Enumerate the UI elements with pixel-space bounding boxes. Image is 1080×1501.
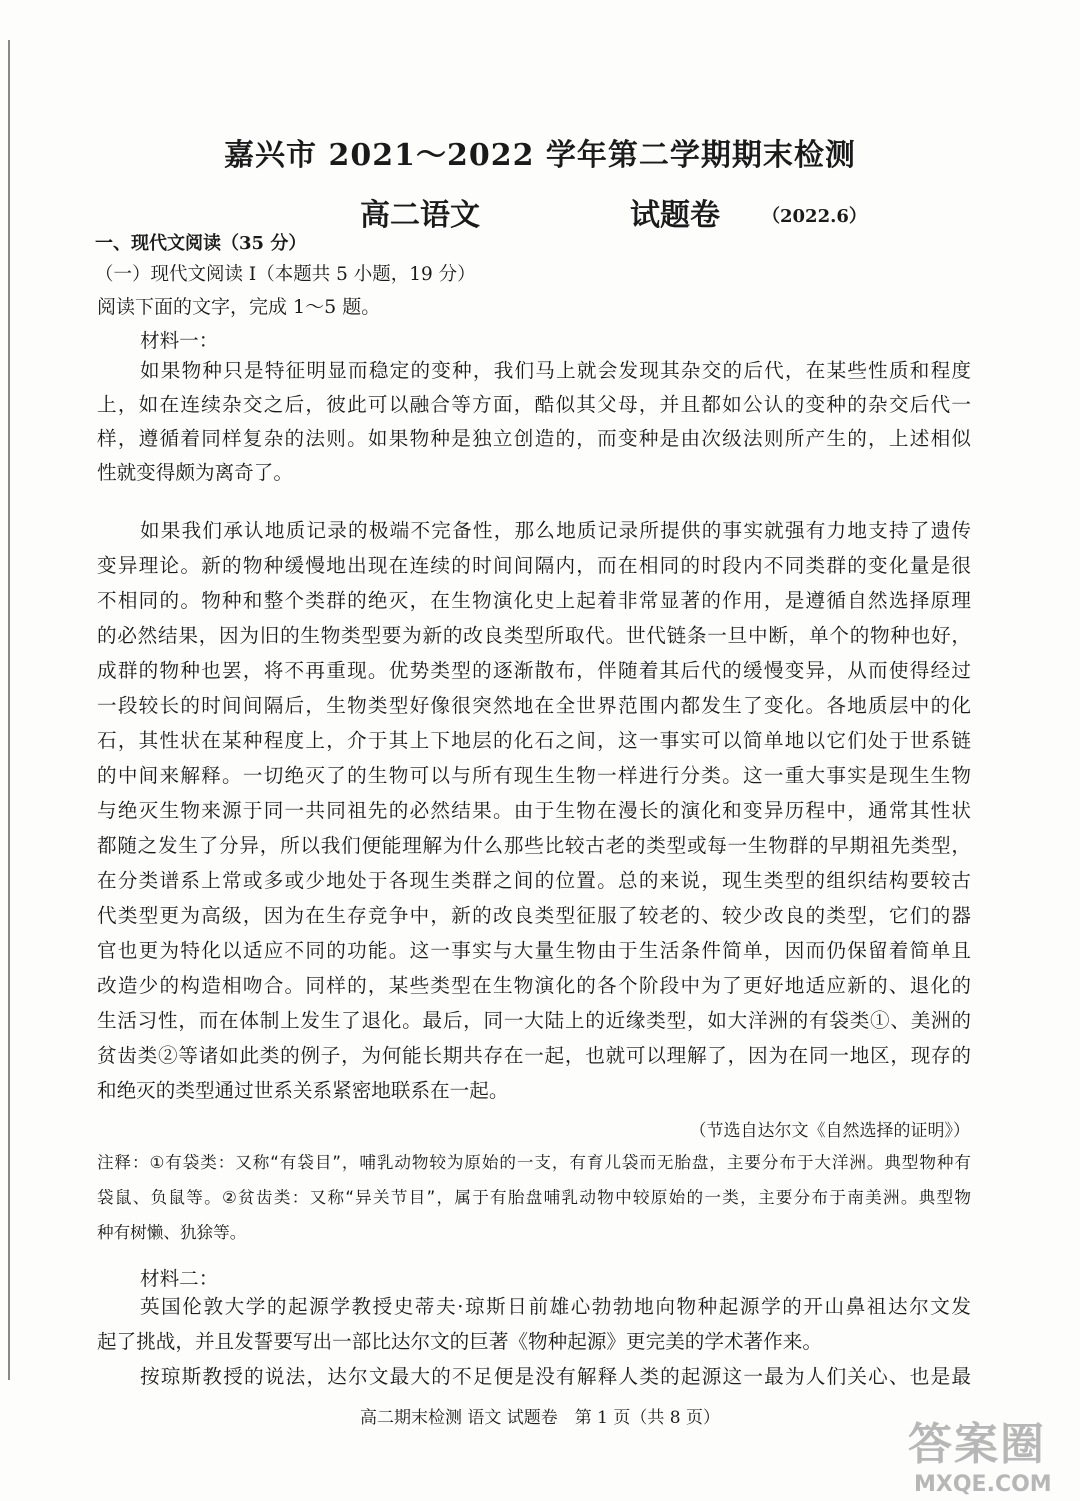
scan-edge-line (8, 40, 10, 1380)
source-citation: （节选自达尔文《自然选择的证明》） (689, 1121, 970, 1141)
material1-p2-line: 的必然结果，因为旧的生物类型要为新的改良类型所取代。世代链条一旦中断，单个的物种也好， (97, 624, 971, 647)
subject-label: 高二语文 (360, 198, 480, 233)
material1-p2-line: 官也更为特化以适应不同的功能。这一事实与大量生物由于生活条件简单，因而仍保留着简单且 (97, 939, 971, 962)
material1-p2-line: 的中间来解释。一切绝灭了的生物可以与所有现生生物一样进行分类。这一重大事实是现生生物 (97, 764, 971, 787)
watermark-logo (908, 1408, 1068, 1497)
material1-p2-line: 一段较长的时间间隔后，生物类型好像很突然地在全世界范围内都发生了变化。各地质层中的化 (97, 694, 971, 717)
annotation-line: 袋鼠、负鼠等。②贫齿类：又称“异关节目”，属于有胎盘哺乳动物中较原始的一类，主要分布于南美洲。典型物 (97, 1188, 971, 1207)
material1-p2-line: 与绝灭生物来源于同一共同祖先的必然结果。由于生物在漫长的演化和变异历程中，通常其性状 (97, 799, 971, 822)
material1-p2-line: 在分类谱系上常或多或少地处于各现生类群之间的位置。总的来说，现生类型的组织结构要较古 (97, 869, 971, 892)
material1-p1-line: 上，如在连续杂交之后，彼此可以融合等方面，酷似其父母，并且都如公认的变种的杂交后代一 (97, 393, 971, 416)
material1-label: 材料一： (140, 329, 219, 352)
material2-p1-line: 起了挑战，并且发誓要写出一部比达尔文的巨著《物种起源》更完美的学术著作来。 (97, 1330, 822, 1353)
watermark-text: 答案圈 (908, 1419, 1046, 1470)
material1-p2-line: 生活习性，而在体制上发生了退化。最后，同一大陆上的近缘类型，如大洋洲的有袋类①、美洲的 (97, 1009, 971, 1032)
material1-p2-line: 成群的物种也罢，将不再重现。优势类型的逐渐散布，伴随着其后代的缓慢变异，从而使得经过 (97, 659, 971, 682)
material1-p2-line: 如果我们承认地质记录的极端不完备性，那么地质记录所提供的事实就强有力地支持了遗传 (140, 519, 971, 542)
material1-p2-line: 贫齿类②等诸如此类的例子，为何能长期共存在一起，也就可以理解了，因为在同一地区，现存的 (97, 1044, 971, 1067)
paper-label: 试题卷 (630, 198, 720, 233)
material1-p2-line: 和绝灭的类型通过世系关系紧密地联系在一起。 (97, 1079, 509, 1102)
material1-p2-line: 变异理论。新的物种缓慢地出现在连续的时间间隔内，而在相同的时段内不同类群的变化量是很 (97, 554, 971, 577)
sub-section-heading: （一）现代文阅读 I（本题共 5 小题，19 分） (95, 264, 476, 285)
instruction: 阅读下面的文字，完成 1～5 题。 (97, 296, 381, 318)
watermark-url: MXQE.COM (914, 1472, 1052, 1497)
material2-label: 材料二： (140, 1267, 219, 1290)
annotation-line: 种有树懒、犰狳等。 (97, 1223, 247, 1242)
material1-p2-line: 代类型更为高级，因为在生存竞争中，新的改良类型征服了较老的、较少改良的类型，它们的器 (97, 904, 971, 927)
material1-p2-line: 都随之发生了分异，所以我们便能理解为什么那些比较古老的类型或每一生物群的早期祖先类型， (97, 834, 971, 857)
exam-date: （2022.6） (762, 206, 867, 227)
material1-p1-line: 样，遵循着同样复杂的法则。如果物种是独立创造的，而变种是由次级法则所产生的，上述相似 (97, 427, 971, 450)
material1-p1-line: 如果物种只是特征明显而稳定的变种，我们马上就会发现其杂交的后代，在某些性质和程度 (140, 359, 971, 382)
section-heading: 一、现代文阅读（35 分） (95, 233, 307, 254)
material1-p1-line: 性就变得颇为离奇了。 (97, 461, 293, 484)
material2-p1-line: 英国伦敦大学的起源学教授史蒂夫·琼斯日前雄心勃勃地向物种起源学的开山鼻祖达尔文发 (140, 1295, 971, 1318)
annotation-line: 注释：①有袋类：又称“有袋目”，哺乳动物较为原始的一支，有育儿袋而无胎盘，主要分布于大洋洲。典型物种有 (97, 1153, 971, 1172)
exam-title: 嘉兴市 2021～2022 学年第二学期期末检测 (224, 138, 856, 173)
page-footer: 高二期末检测 语文 试题卷 第 1 页（共 8 页） (359, 1408, 721, 1428)
exam-subtitle (0, 190, 1080, 234)
material1-p2-line: 石，其性状在某种程度上，介于其上下地层的化石之间，这一事实可以简单地以它们处于世系链 (97, 729, 971, 752)
material1-p2-line: 改造少的构造相吻合。同样的，某些类型在生物演化的各个阶段中为了更好地适应新的、退化的 (97, 974, 971, 997)
material2-p2-line: 按琼斯教授的说法，达尔文最大的不足便是没有解释人类的起源这一最为人们关心、也是最 (140, 1365, 971, 1388)
material1-p2-line: 不相同的。物种和整个类群的绝灭，在生物演化史上起着非常显著的作用，是遵循自然选择原理 (97, 589, 971, 612)
